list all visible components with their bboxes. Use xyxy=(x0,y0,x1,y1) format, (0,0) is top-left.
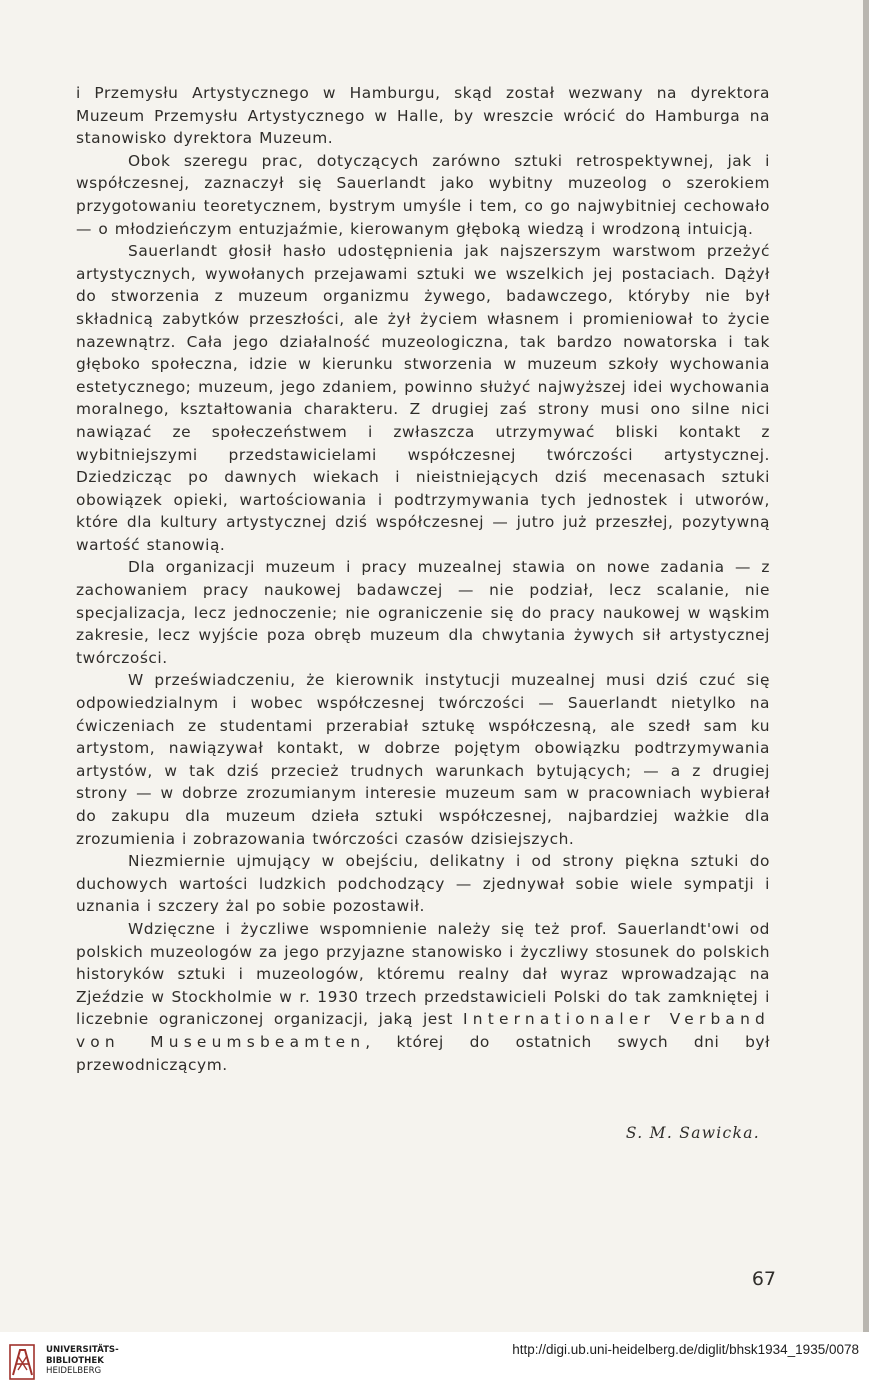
paragraph-3: Sauerlandt głosił hasło udostępnienia jak najszerszym warstwom przeżyć artystycznych, wywołanych przejawami sztuki we wszelkich jej postaciach. Dążył do stworzenia z muzeum organizmu żywego, badawczego, któryby nie był składnicą zabytków przeszłości, ale żył życiem własnem i promieniował to życie nazewnątrz. Cała jego działalność muzeologiczna, tak bardzo nowatorska i tak głęboko społeczna, idzie w kierunku stworzenia w muzeum szkoły wychowania estetycznego; muzeum, jego zdaniem, powinno służyć najwyższej idei wychowania moralnego, kształtowania charakteru. Z drugiej zaś strony musi ono silne nici nawiązać ze społeczeństwem i zwłaszcza utrzymywać bliski kontakt z wybitniejszymi przedstawicielami współczesnej twórczości artystycznej. Dziedzicząc po dawnych wiekach i nieistniejących dziś mecenasach sztuki obowiązek opieki, wartościowania i podtrzymywania tych jednostek i utworów, które dla kultury artystycznej dziś współczesnej — jutro już przeszłej, pozytywną wartość stanowią. xyxy=(76,242,770,554)
page-number: 67 xyxy=(751,1268,776,1290)
paragraph-6: Niezmiernie ujmujący w obejściu, delikatny i od strony piękna sztuki do duchowych wartości ludzkich podchodzący — zjednywał sobie wiele sympatji i uznania i szczery żal po sobie pozostawił. xyxy=(76,852,770,916)
library-logo-icon xyxy=(8,1342,38,1382)
source-url-link[interactable]: http://digi.ub.uni-heidelberg.de/diglit/bhsk1934_1935/0078 xyxy=(512,1342,859,1357)
library-name xyxy=(46,1345,119,1377)
paragraph-7-after: , której do ostatnich swych dni był przewodniczącym. xyxy=(76,1032,770,1074)
paragraph-1: i Przemysłu Artystycznego w Hamburgu, skąd został wezwany na dyrektora Muzeum Przemysłu Artystycznego w Halle, by wreszcie wrócić do Hamburga na stanowisko dyrektora Muzeum. xyxy=(76,84,770,148)
library-name-line-2: BIBLIOTHEK xyxy=(46,1355,104,1366)
author-signature: S. M. Sawicka. xyxy=(625,1124,760,1142)
organization-name: Internationaler Verband von Museumsbeamten xyxy=(76,1010,770,1051)
scan-edge xyxy=(863,0,869,1332)
paragraph-7-before: Wdzięczne i życzliwe wspomnienie należy się też prof. Sauerlandt'owi od polskich muzeologów za jego przyjazne stanowisko i życzliwy stosunek do polskich historyków sztuki i muzeologów, któremu realny dał wyraz wprowadzając na Zjeździe w Stockholmie w r. 1930 trzech przedstawicieli Polski do tak zamkniętej i liczebnie ograniczonej organizacji, jaką jest xyxy=(76,919,770,1029)
library-name-line-1: UNIVERSITÄTS- xyxy=(46,1345,119,1355)
article-body xyxy=(76,82,770,1076)
library-name-line-3: HEIDELBERG xyxy=(46,1366,102,1377)
paragraph-2: Obok szeregu prac, dotyczących zarówno sztuki retrospektywnej, jak i współczesnej, zaznaczył się Sauerlandt jako wybitny muzeolog o szerokiem przygotowaniu teoretycznem, bystrym umyśle i tem, co go najwybitniej cechowało — o młodzieńczym entuzjaźmie, kierowanym głęboką wiedzą i wrodzoną intuicją. xyxy=(76,151,770,238)
footer-bar xyxy=(0,1332,869,1393)
paragraph-7 xyxy=(76,918,770,1076)
paragraph-4: Dla organizacji muzeum i pracy muzealnej stawia on nowe zadania — z zachowaniem pracy naukowej badawczej — nie podział, lecz scalanie, nie specjalizacja, lecz jednoczenie; nie ograniczenie się do pracy naukowej w wąskim zakresie, lecz wyjście poza obręb muzeum dla chwytania żywych sił artystycznej twórczości. xyxy=(76,558,770,667)
paragraph-5: W przeświadczeniu, że kierownik instytucji muzealnej musi dziś czuć się odpowiedzialnym i wobec współczesnej twórczości — Sauerlandt nietylko na ćwiczeniach ze studentami przerabiał sztukę współczesną, ale szedł sam ku artystom, nawiązywał kontakt, w dobrze pojętym obowiązku podtrzymywania artystów, w tak dziś przecież trudnych warunkach bytujących; — a z drugiej strony — w dobrze zrozumianym interesie muzeum sam w pracowniach wybierał do zakupu dla muzeum dzieła sztuki współczesnej, najbardziej ważkie dla zrozumienia i zobrazowania twórczości czasów dzisiejszych. xyxy=(76,671,770,848)
